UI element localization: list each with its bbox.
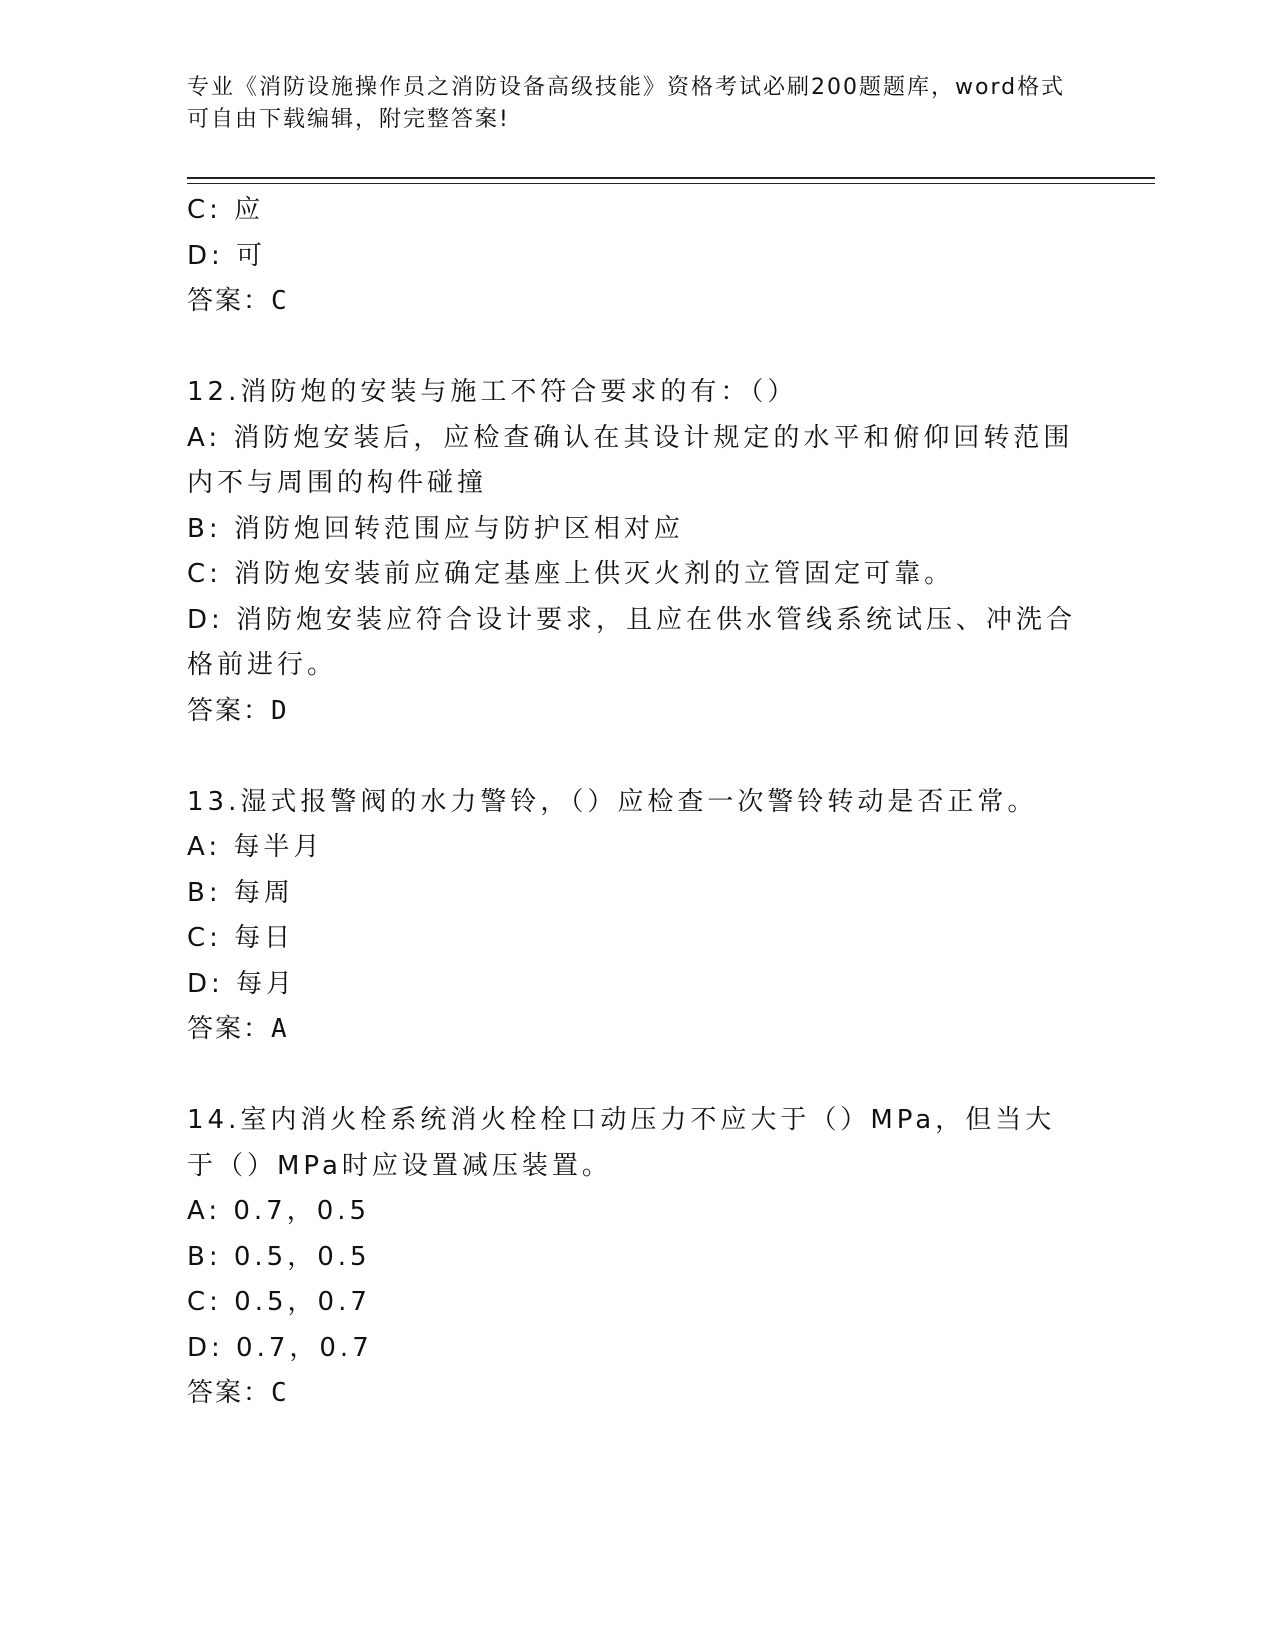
answer-value: D: [271, 695, 289, 726]
header-text: 专业《消防设施操作员之消防设备高级技能》资格考试必刷200题题库，word格式可自由下载编辑，附完整答案!: [187, 75, 1066, 132]
option-c: C: 0.5，0.7: [187, 1287, 371, 1317]
question-stem: 13.湿式报警阀的水力警铃，（）应检查一次警铃转动是否正常。: [187, 786, 1038, 817]
option-d: D: 每月: [187, 968, 297, 999]
answer-label: 答案：: [187, 1014, 272, 1044]
answer-line: [187, 1007, 1077, 1053]
option-a: A: 0.7，0.5: [187, 1196, 371, 1226]
answer-line: [187, 1371, 1077, 1417]
option-c: C: 消防炮安装前应确定基座上供灭火剂的立管固定可靠。: [187, 559, 955, 589]
option-b: B: 每周: [187, 877, 294, 908]
question-12: [187, 370, 1077, 734]
option-d: D: 消防炮安装应符合设计要求，且应在供水管线系统试压、冲洗合格前进行。: [187, 604, 1077, 680]
question-13: [187, 780, 1077, 1053]
option-d: D: 可: [187, 240, 267, 271]
answer-value: C: [271, 1378, 289, 1408]
answer-line: [187, 689, 1077, 735]
option-b: B: 0.5，0.5: [187, 1241, 371, 1272]
header-rule-thin: [187, 183, 1155, 184]
spacer: [187, 734, 1077, 780]
question-list: [187, 188, 1077, 1417]
document-header: [187, 72, 1067, 136]
option-b: B: 消防炮回转范围应与防护区相对应: [187, 513, 684, 544]
answer-label: 答案：: [187, 1378, 272, 1408]
option-d: D: 0.7，0.7: [187, 1332, 373, 1363]
question-14: [187, 1098, 1077, 1417]
answer-label: 答案：: [187, 286, 272, 316]
option-c: C: 每日: [187, 923, 295, 953]
option-a: A: 每半月: [187, 832, 324, 862]
option-a: A: 消防炮安装后，应检查确认在其设计规定的水平和俯仰回转范围内不与周围的构件碰撞: [187, 422, 1074, 498]
question-11-tail: [187, 188, 1077, 325]
answer-value: A: [271, 1014, 289, 1044]
question-stem: 14.室内消火栓系统消火栓栓口动压力不应大于（）MPa，但当大于（）MPa时应设置减压装置。: [187, 1105, 1056, 1181]
spacer: [187, 325, 1077, 371]
answer-value: C: [271, 286, 289, 316]
answer-line: [187, 279, 1077, 325]
option-c: C: 应: [187, 195, 265, 225]
header-rule-thick: [187, 177, 1155, 179]
spacer: [187, 1053, 1077, 1099]
question-stem: 12.消防炮的安装与施工不符合要求的有：（）: [187, 377, 798, 407]
answer-label: 答案：: [187, 695, 272, 726]
